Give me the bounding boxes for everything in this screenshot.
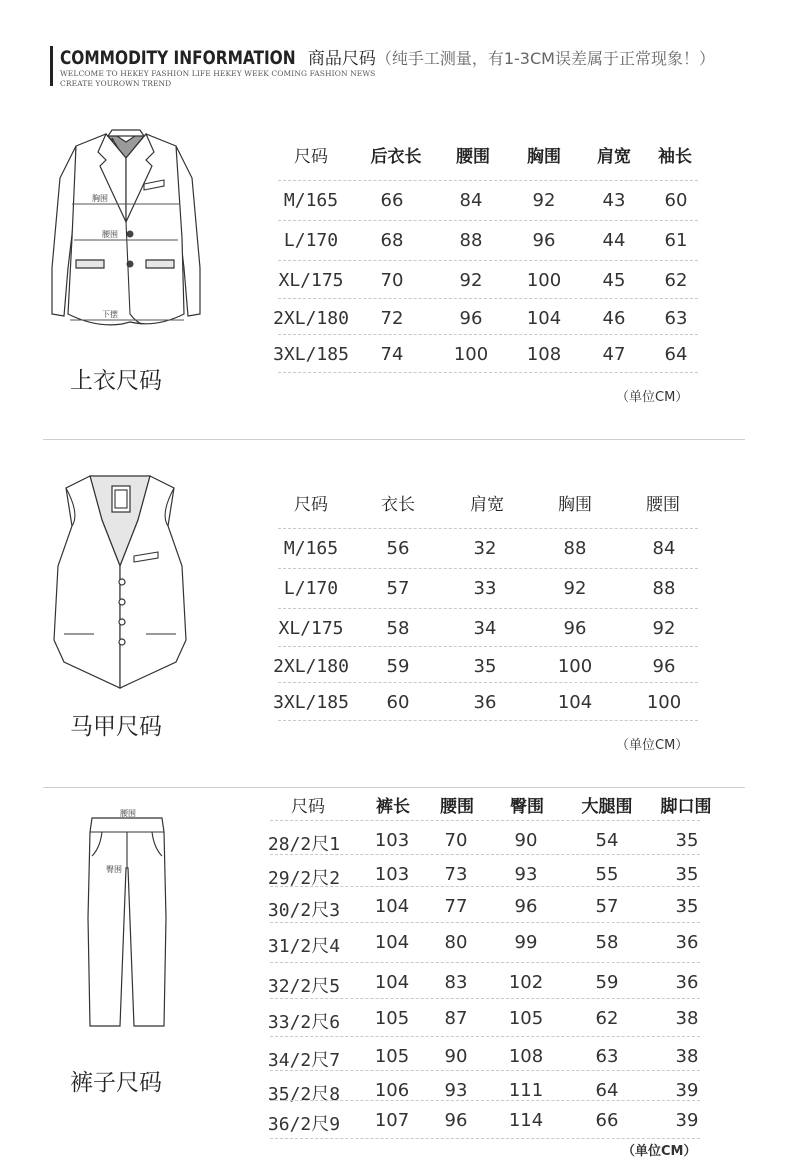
measurement-cell: 96 — [514, 896, 538, 917]
measurement-cell: 44 — [602, 230, 626, 251]
measurement-cell: 84 — [459, 190, 483, 211]
row-divider — [270, 998, 700, 999]
pants-col-length: 裤长 — [376, 797, 410, 817]
row-divider — [270, 962, 700, 963]
measurement-cell: 103 — [374, 830, 410, 851]
measurement-cell: 92 — [563, 578, 587, 599]
pants-col-hip: 臀围 — [510, 797, 544, 817]
row-divider — [270, 1070, 700, 1071]
jacket-col-size: 尺码 — [294, 147, 328, 167]
size-cell: 3XL/185 — [273, 344, 349, 365]
jacket-unit-label: （单位CM） — [616, 390, 689, 405]
vest-table-header — [278, 490, 698, 530]
row-divider — [278, 334, 698, 335]
measurement-note: （纯手工测量，有1-3CM误差属于正常现象！） — [375, 49, 715, 68]
measurement-cell: 107 — [374, 1110, 410, 1131]
measurement-cell: 46 — [602, 308, 626, 329]
jacket-chest-label: 胸围 — [92, 194, 108, 203]
jacket-col-back-length: 后衣长 — [370, 147, 422, 167]
measurement-cell: 108 — [508, 1046, 544, 1067]
measurement-cell: 87 — [444, 1008, 468, 1029]
header-title-line — [60, 44, 715, 69]
measurement-cell: 73 — [444, 864, 468, 885]
measurement-cell: 66 — [595, 1110, 619, 1131]
row-divider — [278, 180, 698, 181]
vest-col-waist: 腰围 — [646, 495, 680, 515]
measurement-cell: 59 — [386, 656, 410, 677]
measurement-cell: 43 — [602, 190, 626, 211]
measurement-cell: 83 — [444, 972, 468, 993]
measurement-cell: 62 — [595, 1008, 619, 1029]
row-divider — [270, 854, 700, 855]
measurement-cell: 58 — [595, 932, 619, 953]
measurement-cell: 92 — [532, 190, 556, 211]
measurement-cell: 100 — [453, 344, 489, 365]
measurement-cell: 64 — [595, 1080, 619, 1101]
row-divider — [270, 886, 700, 887]
measurement-cell: 106 — [374, 1080, 410, 1101]
pants-col-thigh: 大腿围 — [581, 797, 633, 817]
pants-hip-label: 臀围 — [106, 865, 122, 874]
row-divider — [278, 568, 698, 569]
measurement-cell: 100 — [646, 692, 682, 713]
jacket-diagram — [46, 118, 206, 344]
row-divider — [278, 372, 698, 373]
measurement-cell: 104 — [374, 896, 410, 917]
row-divider — [278, 220, 698, 221]
header-subtitle-1: WELCOME TO HEKEY FASHION LIFE HEKEY WEEK COMING FASHION NEWS — [60, 69, 376, 78]
jacket-col-chest: 胸围 — [527, 147, 561, 167]
measurement-cell: 96 — [563, 618, 587, 639]
pants-col-waist: 腰围 — [440, 797, 474, 817]
size-cell: 36/2尺9 — [267, 1114, 341, 1135]
size-cell: XL/175 — [278, 270, 344, 291]
measurement-cell: 105 — [374, 1008, 410, 1029]
measurement-cell: 63 — [595, 1046, 619, 1067]
measurement-cell: 63 — [664, 308, 688, 329]
jacket-section-label: 上衣尺码 — [70, 368, 162, 394]
size-cell: 31/2尺4 — [267, 936, 341, 957]
jacket-hem-label: 下摆 — [102, 310, 118, 319]
size-cell: 2XL/180 — [273, 656, 349, 677]
pants-size-table — [267, 792, 712, 1135]
vest-section-label: 马甲尺码 — [70, 714, 162, 740]
measurement-cell: 104 — [374, 972, 410, 993]
pants-waist-label: 腰围 — [120, 809, 136, 818]
measurement-cell: 77 — [444, 896, 468, 917]
size-cell: 3XL/185 — [273, 692, 349, 713]
size-cell: 35/2尺8 — [267, 1084, 341, 1105]
measurement-cell: 99 — [514, 932, 538, 953]
measurement-cell: 33 — [473, 578, 497, 599]
measurement-cell: 102 — [508, 972, 544, 993]
measurement-cell: 57 — [386, 578, 410, 599]
measurement-cell: 60 — [386, 692, 410, 713]
row-divider — [278, 682, 698, 683]
measurement-cell: 96 — [444, 1110, 468, 1131]
jacket-table-header — [278, 142, 698, 182]
measurement-cell: 104 — [526, 308, 562, 329]
measurement-cell: 34 — [473, 618, 497, 639]
measurement-cell: 36 — [473, 692, 497, 713]
measurement-cell: 90 — [444, 1046, 468, 1067]
measurement-cell: 58 — [386, 618, 410, 639]
measurement-cell: 92 — [652, 618, 676, 639]
measurement-cell: 47 — [602, 344, 626, 365]
row-divider — [270, 922, 700, 923]
measurement-cell: 105 — [374, 1046, 410, 1067]
jacket-col-sleeve: 袖长 — [658, 147, 692, 167]
vest-col-length: 衣长 — [381, 495, 415, 515]
measurement-cell: 88 — [459, 230, 483, 251]
measurement-cell: 35 — [675, 830, 699, 851]
measurement-cell: 74 — [380, 344, 404, 365]
measurement-cell: 38 — [675, 1046, 699, 1067]
pants-unit-label: （单位CM） — [622, 1144, 697, 1159]
measurement-cell: 59 — [595, 972, 619, 993]
page-header — [50, 42, 770, 90]
measurement-cell: 105 — [508, 1008, 544, 1029]
measurement-cell: 62 — [664, 270, 688, 291]
measurement-cell: 100 — [526, 270, 562, 291]
measurement-cell: 96 — [459, 308, 483, 329]
measurement-cell: 60 — [664, 190, 688, 211]
measurement-cell: 70 — [444, 830, 468, 851]
divider-jacket-vest — [43, 439, 745, 440]
header-subtitle-2: CREATE YOUROWN TREND — [60, 79, 172, 88]
measurement-cell: 108 — [526, 344, 562, 365]
measurement-cell: 35 — [473, 656, 497, 677]
vest-col-size: 尺码 — [294, 495, 328, 515]
measurement-cell: 68 — [380, 230, 404, 251]
measurement-cell: 61 — [664, 230, 688, 251]
measurement-cell: 55 — [595, 864, 619, 885]
size-cell: 34/2尺7 — [267, 1050, 341, 1071]
title-chinese: 商品尺码 — [307, 49, 376, 69]
vest-diagram — [50, 470, 190, 692]
measurement-cell: 45 — [602, 270, 626, 291]
measurement-cell: 80 — [444, 932, 468, 953]
measurement-cell: 88 — [563, 538, 587, 559]
header-accent-bar — [50, 46, 53, 86]
jacket-col-waist: 腰围 — [456, 147, 490, 167]
size-cell: 32/2尺5 — [267, 976, 341, 997]
jacket-waist-label: 腰围 — [102, 230, 118, 239]
pants-section-label: 裤子尺码 — [70, 1070, 162, 1096]
size-cell: M/165 — [283, 538, 339, 559]
measurement-cell: 93 — [444, 1080, 468, 1101]
row-divider — [278, 608, 698, 609]
measurement-cell: 36 — [675, 932, 699, 953]
measurement-cell: 66 — [380, 190, 404, 211]
pants-col-size: 尺码 — [291, 797, 325, 817]
divider-vest-pants — [43, 787, 745, 788]
measurement-cell: 35 — [675, 896, 699, 917]
measurement-cell: 100 — [557, 656, 593, 677]
measurement-cell: 39 — [675, 1080, 699, 1101]
size-cell: XL/175 — [278, 618, 344, 639]
row-divider — [270, 820, 700, 821]
vest-col-shoulder: 肩宽 — [470, 495, 504, 515]
measurement-cell: 96 — [532, 230, 556, 251]
row-divider — [278, 720, 698, 721]
row-divider — [278, 646, 698, 647]
jacket-size-table — [273, 142, 698, 365]
measurement-cell: 111 — [508, 1080, 544, 1101]
row-divider — [278, 298, 698, 299]
vest-unit-label: （单位CM） — [616, 738, 689, 753]
pants-table-header — [270, 792, 712, 822]
measurement-cell: 114 — [508, 1110, 544, 1131]
measurement-cell: 84 — [652, 538, 676, 559]
measurement-cell: 56 — [386, 538, 410, 559]
measurement-cell: 32 — [473, 538, 497, 559]
row-divider — [270, 1138, 700, 1139]
measurement-cell: 103 — [374, 864, 410, 885]
size-cell: M/165 — [283, 190, 339, 211]
vest-col-chest: 胸围 — [558, 495, 592, 515]
row-divider — [278, 260, 698, 261]
measurement-cell: 104 — [374, 932, 410, 953]
title-english: COMMODITY INFORMATION — [60, 47, 296, 69]
measurement-cell: 72 — [380, 308, 404, 329]
measurement-cell: 57 — [595, 896, 619, 917]
measurement-cell: 36 — [675, 972, 699, 993]
pants-col-hem: 脚口围 — [660, 797, 712, 817]
measurement-cell: 64 — [664, 344, 688, 365]
size-cell: 30/2尺3 — [267, 900, 341, 921]
size-cell: 2XL/180 — [273, 308, 349, 329]
row-divider — [270, 1100, 700, 1101]
size-cell: L/170 — [283, 578, 339, 599]
row-divider — [278, 528, 698, 529]
measurement-cell: 35 — [675, 864, 699, 885]
measurement-cell: 39 — [675, 1110, 699, 1131]
measurement-cell: 90 — [514, 830, 538, 851]
measurement-cell: 104 — [557, 692, 593, 713]
measurement-cell: 70 — [380, 270, 404, 291]
size-cell: 33/2尺6 — [267, 1012, 341, 1033]
measurement-cell: 92 — [459, 270, 483, 291]
size-cell: 29/2尺2 — [267, 868, 341, 889]
vest-size-table — [273, 490, 698, 713]
size-cell: L/170 — [283, 230, 339, 251]
size-cell: 28/2尺1 — [267, 834, 341, 855]
measurement-cell: 38 — [675, 1008, 699, 1029]
measurement-cell: 54 — [595, 830, 619, 851]
measurement-cell: 93 — [514, 864, 538, 885]
measurement-cell: 88 — [652, 578, 676, 599]
row-divider — [270, 1036, 700, 1037]
measurement-cell: 96 — [652, 656, 676, 677]
jacket-col-shoulder: 肩宽 — [597, 147, 631, 167]
pants-diagram — [82, 808, 172, 1030]
